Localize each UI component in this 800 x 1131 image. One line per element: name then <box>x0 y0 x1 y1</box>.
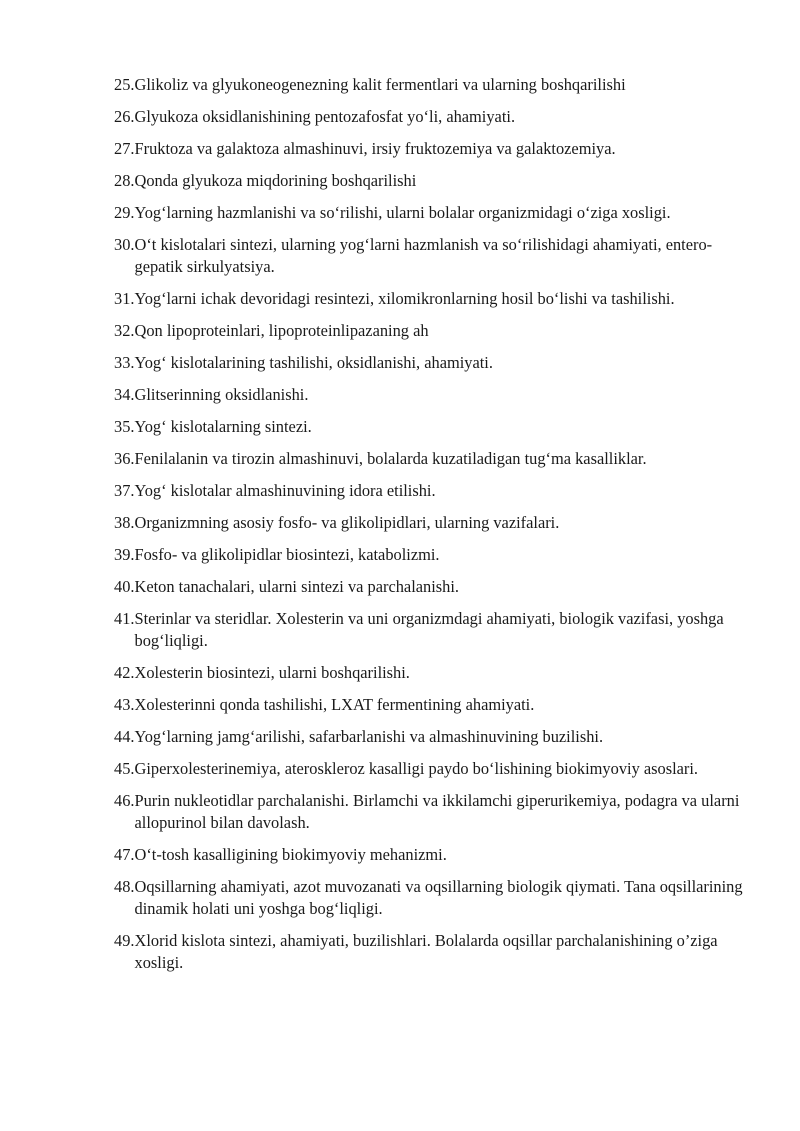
item-text: Glikoliz va glyukoneogenezning kalit fermentlari va ularning boshqarilishi <box>134 75 626 94</box>
item-number: 35. <box>114 417 135 436</box>
question-list <box>114 74 754 984</box>
item-text: Oqsillarning ahamiyati, azot muvozanati va oqsillarning biologik qiymati. Tana oqsillarining dinamik holati uni yoshga bog‘liqligi. <box>134 877 743 918</box>
list-item <box>114 288 754 310</box>
item-text: Giperxolesterinemiya, ateroskleroz kasalligi paydo bo‘lishining biokimyoviy asoslari. <box>134 759 699 778</box>
list-item <box>114 608 754 652</box>
list-item <box>114 384 754 406</box>
item-number: 25. <box>114 75 135 94</box>
item-number: 39. <box>114 545 135 564</box>
item-number: 28. <box>114 171 135 190</box>
list-item <box>114 138 754 160</box>
item-number: 44. <box>114 727 135 746</box>
item-text: O‘t-tosh kasalligining biokimyoviy mehanizmi. <box>134 845 447 864</box>
item-text: Xolesterinni qonda tashilishi, LXAT fermentining ahamiyati. <box>134 695 535 714</box>
list-item <box>114 416 754 438</box>
list-item <box>114 726 754 748</box>
item-number: 37. <box>114 481 135 500</box>
item-number: 27. <box>114 139 135 158</box>
list-item <box>114 320 754 342</box>
item-text: Fosfo- va glikolipidlar biosintezi, katabolizmi. <box>134 545 440 564</box>
list-item <box>114 930 754 974</box>
list-item <box>114 790 754 834</box>
list-item <box>114 106 754 128</box>
list-item <box>114 170 754 192</box>
list-item <box>114 844 754 866</box>
list-item <box>114 544 754 566</box>
item-text: Sterinlar va steridlar. Xolesterin va uni organizmdagi ahamiyati, biologik vazifasi, yoshga bog‘liqligi. <box>134 609 724 650</box>
item-number: 32. <box>114 321 135 340</box>
item-number: 40. <box>114 577 135 596</box>
item-number: 38. <box>114 513 135 532</box>
list-item <box>114 202 754 224</box>
item-number: 47. <box>114 845 135 864</box>
item-text: Qon lipoproteinlari, lipoproteinlipazaning ah <box>134 321 429 340</box>
item-number: 45. <box>114 759 135 778</box>
item-text: Glyukoza oksidlanishining pentozafosfat yo‘li, ahamiyati. <box>134 107 516 126</box>
item-text: Fenilalanin va tirozin almashinuvi, bolalarda kuzatiladigan tug‘ma kasalliklar. <box>134 449 647 468</box>
item-text: Yog‘larning hazmlanishi va so‘rilishi, ularni bolalar organizmidagi o‘ziga xosligi. <box>134 203 671 222</box>
item-text: Qonda glyukoza miqdorining boshqarilishi <box>134 171 417 190</box>
item-text: Yog‘ kislotalarning sintezi. <box>134 417 312 436</box>
item-text: Yog‘larning jamg‘arilishi, safarbarlanishi va almashinuvining buzilishi. <box>134 727 604 746</box>
item-text: Yog‘ kislotalarining tashilishi, oksidlanishi, ahamiyati. <box>134 353 493 372</box>
item-number: 49. <box>114 931 135 950</box>
item-number: 46. <box>114 791 135 810</box>
list-item <box>114 576 754 598</box>
list-item <box>114 662 754 684</box>
item-text: Xlorid kislota sintezi, ahamiyati, buzilishlari. Bolalarda oqsillar parchalanishining o’ziga xosligi. <box>134 931 718 972</box>
item-number: 30. <box>114 235 135 254</box>
item-text: Fruktoza va galaktoza almashinuvi, irsiy fruktozemiya va galaktozemiya. <box>134 139 616 158</box>
item-text: O‘t kislotalari sintezi, ularning yog‘larni hazmlanish va so‘rilishidagi ahamiyati, entero-gepatik sirkulyatsiya. <box>134 235 713 276</box>
item-number: 34. <box>114 385 135 404</box>
item-number: 43. <box>114 695 135 714</box>
list-item <box>114 74 754 96</box>
list-item <box>114 758 754 780</box>
item-text: Yog‘larni ichak devoridagi resintezi, xilomikronlarning hosil bo‘lishi va tashilishi. <box>134 289 675 308</box>
list-item <box>114 448 754 470</box>
item-text: Organizmning asosiy fosfo- va glikolipidlari, ularning vazifalari. <box>134 513 560 532</box>
item-number: 26. <box>114 107 135 126</box>
item-number: 31. <box>114 289 135 308</box>
list-item <box>114 352 754 374</box>
item-number: 29. <box>114 203 135 222</box>
item-text: Glitserinning oksidlanishi. <box>134 385 309 404</box>
list-item <box>114 234 754 278</box>
item-text: Keton tanachalari, ularni sintezi va parchalanishi. <box>134 577 459 596</box>
item-number: 48. <box>114 877 135 896</box>
list-item <box>114 694 754 716</box>
item-number: 36. <box>114 449 135 468</box>
list-item <box>114 512 754 534</box>
item-number: 41. <box>114 609 135 628</box>
item-text: Yog‘ kislotalar almashinuvining idora etilishi. <box>134 481 436 500</box>
list-item <box>114 480 754 502</box>
item-number: 33. <box>114 353 135 372</box>
list-item <box>114 876 754 920</box>
item-number: 42. <box>114 663 135 682</box>
item-text: Purin nukleotidlar parchalanishi. Birlamchi va ikkilamchi giperurikemiya, podagra va ularni allopurinol bilan davolash. <box>134 791 740 832</box>
item-text: Xolesterin biosintezi, ularni boshqarilishi. <box>134 663 410 682</box>
